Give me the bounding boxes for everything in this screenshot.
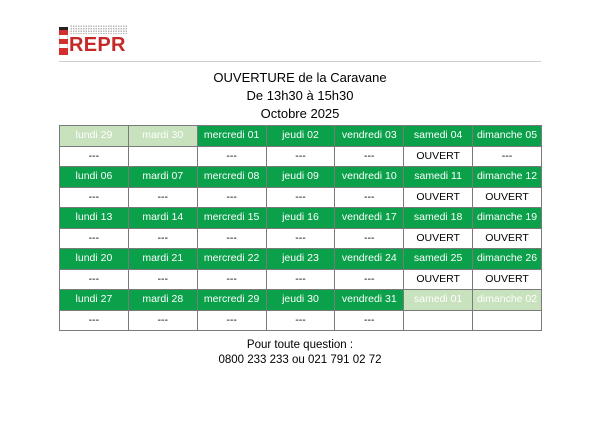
day-status: OUVERT bbox=[404, 228, 473, 249]
day-header-row bbox=[60, 167, 542, 188]
day-label: vendredi 03 bbox=[335, 126, 404, 147]
day-label: mercredi 01 bbox=[197, 126, 266, 147]
status-row bbox=[60, 187, 542, 208]
day-status: --- bbox=[266, 146, 335, 167]
day-label: jeudi 16 bbox=[266, 208, 335, 229]
day-header-row bbox=[60, 249, 542, 270]
day-status: --- bbox=[335, 187, 404, 208]
day-label: jeudi 23 bbox=[266, 249, 335, 270]
title-line-1: OUVERTURE de la Caravane bbox=[213, 70, 387, 85]
status-row bbox=[60, 269, 542, 290]
day-label: mardi 07 bbox=[128, 167, 197, 188]
day-status: --- bbox=[128, 228, 197, 249]
day-label: lundi 27 bbox=[60, 290, 129, 311]
repr-logo bbox=[59, 23, 131, 59]
day-status: --- bbox=[60, 269, 129, 290]
day-status: --- bbox=[197, 310, 266, 331]
contact-line-1: Pour toute question : bbox=[246, 339, 354, 351]
day-status: --- bbox=[128, 310, 197, 331]
day-label: mardi 21 bbox=[128, 249, 197, 270]
day-label: mardi 28 bbox=[128, 290, 197, 311]
day-label: mercredi 08 bbox=[197, 167, 266, 188]
day-label: jeudi 30 bbox=[266, 290, 335, 311]
day-status: --- bbox=[266, 228, 335, 249]
day-status: --- bbox=[266, 187, 335, 208]
day-label: mardi 14 bbox=[128, 208, 197, 229]
day-status: OUVERT bbox=[404, 146, 473, 167]
day-status: --- bbox=[128, 187, 197, 208]
day-status: OUVERT bbox=[473, 228, 542, 249]
day-header-row bbox=[60, 208, 542, 229]
day-label: jeudi 09 bbox=[266, 167, 335, 188]
day-label: samedi 18 bbox=[404, 208, 473, 229]
day-status: --- bbox=[197, 187, 266, 208]
day-label: dimanche 02 bbox=[473, 290, 542, 311]
contact-phones: 0800 233 233 ou 021 791 02 72 bbox=[218, 354, 382, 366]
day-status: --- bbox=[60, 187, 129, 208]
day-status: OUVERT bbox=[473, 187, 542, 208]
day-status: --- bbox=[266, 310, 335, 331]
day-header-row bbox=[60, 290, 542, 311]
day-label: lundi 13 bbox=[60, 208, 129, 229]
day-status: OUVERT bbox=[404, 269, 473, 290]
day-status: --- bbox=[335, 228, 404, 249]
day-status bbox=[128, 146, 197, 167]
day-label: vendredi 10 bbox=[335, 167, 404, 188]
day-label: lundi 29 bbox=[60, 126, 129, 147]
day-label: jeudi 02 bbox=[266, 126, 335, 147]
day-label: mercredi 15 bbox=[197, 208, 266, 229]
day-status: --- bbox=[128, 269, 197, 290]
day-label: mardi 30 bbox=[128, 126, 197, 147]
day-status: --- bbox=[473, 146, 542, 167]
title-block bbox=[0, 69, 600, 123]
day-status: OUVERT bbox=[473, 269, 542, 290]
day-label: samedi 25 bbox=[404, 249, 473, 270]
header-divider bbox=[59, 61, 541, 62]
day-status: --- bbox=[197, 269, 266, 290]
status-row bbox=[60, 310, 542, 331]
day-label: samedi 11 bbox=[404, 167, 473, 188]
day-status: --- bbox=[335, 146, 404, 167]
status-row bbox=[60, 228, 542, 249]
day-status: --- bbox=[335, 269, 404, 290]
contact-info bbox=[0, 338, 600, 368]
day-label: vendredi 24 bbox=[335, 249, 404, 270]
title-line-2: De 13h30 à 15h30 bbox=[246, 88, 354, 103]
day-status: OUVERT bbox=[404, 187, 473, 208]
logo-text: REPR bbox=[69, 34, 126, 56]
day-label: mercredi 22 bbox=[197, 249, 266, 270]
day-status bbox=[404, 310, 473, 331]
day-status: --- bbox=[60, 146, 129, 167]
day-label: dimanche 26 bbox=[473, 249, 542, 270]
day-label: vendredi 31 bbox=[335, 290, 404, 311]
day-label: dimanche 19 bbox=[473, 208, 542, 229]
day-status bbox=[473, 310, 542, 331]
day-status: --- bbox=[197, 146, 266, 167]
day-label: lundi 06 bbox=[60, 167, 129, 188]
day-label: lundi 20 bbox=[60, 249, 129, 270]
day-label: dimanche 05 bbox=[473, 126, 542, 147]
status-row bbox=[60, 146, 542, 167]
day-header-row bbox=[60, 126, 542, 147]
day-label: samedi 01 bbox=[404, 290, 473, 311]
opening-calendar bbox=[59, 125, 542, 331]
day-status: --- bbox=[335, 310, 404, 331]
dot-pattern bbox=[70, 25, 128, 34]
lighthouse-icon bbox=[59, 27, 68, 55]
day-label: mercredi 29 bbox=[197, 290, 266, 311]
title-line-3: Octobre 2025 bbox=[260, 106, 340, 121]
day-status: --- bbox=[60, 228, 129, 249]
day-status: --- bbox=[266, 269, 335, 290]
day-status: --- bbox=[60, 310, 129, 331]
day-label: samedi 04 bbox=[404, 126, 473, 147]
day-label: dimanche 12 bbox=[473, 167, 542, 188]
day-label: vendredi 17 bbox=[335, 208, 404, 229]
day-status: --- bbox=[197, 228, 266, 249]
